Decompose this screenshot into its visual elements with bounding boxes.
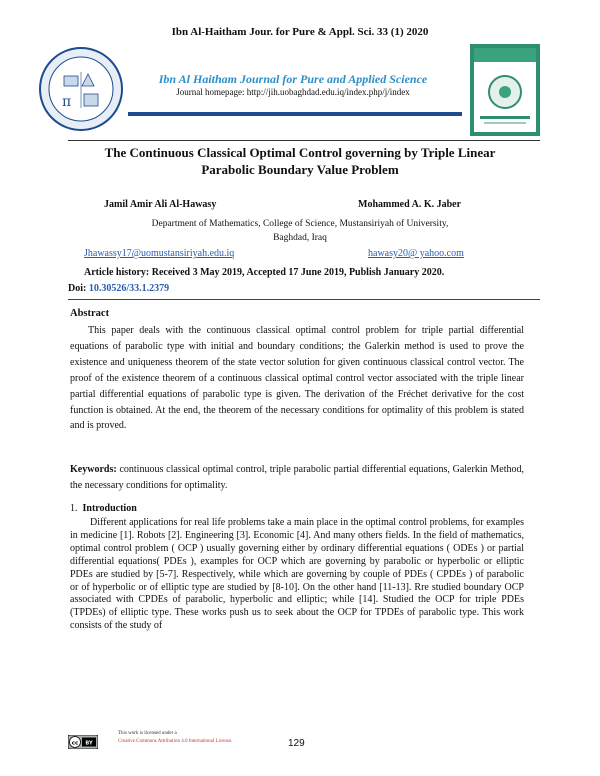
page-number: 129 [288,738,305,749]
article-title [70,144,530,178]
affiliation-line-2: Baghdad, Iraq [273,233,327,243]
author-1-email-link[interactable]: Jhawassy17@uomustansiriyah.edu.iq [84,248,235,259]
article-title-line-2: Parabolic Boundary Value Problem [201,162,399,177]
introduction-title: Introduction [82,503,137,514]
by-text: BY [85,740,93,747]
doi-label: Doi: [68,283,87,294]
keywords [70,462,524,494]
journal-logo [38,46,124,132]
header-band [128,112,462,116]
abstract-text: This paper deals with the continuous classical optimal control problem for triple partial differential equations of parabolic type with initial and boundary conditions; the Galerkin method is used to prove the existence and uniqueness theorem of the state vector solution for given continuous classical control vector. The proof of the existence theorem of a continuous classical optimal control vector associated with the triple linear partial differential equations of parabolic type is given. The derivation of the Fréchet derivative for the cost function is obtained. At the end, the theorem of the necessary conditions for optimality of this problem is stated and is proved. [70,325,524,432]
journal-homepage[interactable]: Journal homepage: http://jih.uobaghdad.edu.iq/index.php/j/index [176,87,410,97]
doi [68,283,169,294]
keywords-label: Keywords: [70,464,117,475]
journal-cover-image [470,44,540,136]
abstract-heading: Abstract [70,308,110,319]
title-rule [68,140,540,141]
introduction-text: Different applications for real life problems take a main place in the optimal control problems, for examples in medicine [1]. Robots [2]. Engineering [3]. Economic [4]. And many others fields. In the field of mathematics, optimal control problem ( OCP ) usually governing either by ordinary differential equations ( ODEs ) or partial differential equations( PDEs ), examples for OCP which are governing by parabolic or hyperbolic or elliptic PDEs are studied by [5-7]. Respectively, while which are governing by couple of PDEs ( CPDEs ) of parabolic or of hyperbolic or of elliptic type are studied by [8-10]. On the other hand [11-13]. Rre studied boundary OCP associated with CPDEs of parabolic, hyperbolic and elliptic; while [14]. Studied the OCP for triple PDEs (TPDEs) of elliptic type. These works push us to seek about the OCP for TPDEs of parabolic type. This work consists of the study of [70,517,524,632]
cc-by-license-icon[interactable] [68,735,98,749]
doi-link[interactable]: 10.30526/33.1.2379 [88,283,170,294]
author-2: Mohammed A. K. Jaber [358,199,462,210]
introduction-number: 1. [70,503,78,514]
running-head: Ibn Al-Haitham Jour. for Pure & Appl. Sci. 33 (1) 2020 [171,26,429,38]
article-title-line-1: The Continuous Classical Optimal Control governing by Triple Linear [104,145,496,160]
abstract-rule [68,299,540,300]
author-2-email-link[interactable]: hawasy20@ yahoo.com [368,248,464,259]
journal-title: Ibn Al Haitham Journal for Pure and Applied Science [158,72,428,86]
license-line-1: This work is licensed under a [118,731,177,736]
affiliation-line-1: Department of Mathematics, College of Science, Mustansiriyah of University, [151,219,449,229]
cc-text: cc [71,740,79,747]
introduction-heading [70,503,137,514]
author-1: Jamil Amir Ali Al-Hawasy [104,199,217,210]
affiliation [100,217,500,245]
svg-text:π: π [62,94,72,110]
keywords-text: continuous classical optimal control, triple parabolic partial differential equations, Galerkin Method, the necessary conditions for optimality. [70,464,525,491]
article-history: Article history: Received 3 May 2019, Accepted 17 June 2019, Publish January 2020. [84,267,445,278]
license-link[interactable]: Creative Commons Attribution 4.0 International License. [118,739,233,744]
